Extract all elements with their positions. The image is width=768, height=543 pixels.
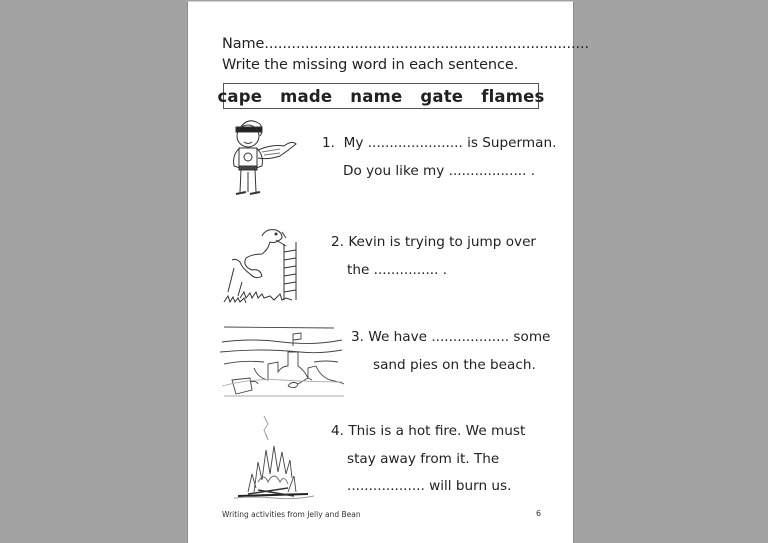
page-number: 6 — [536, 509, 542, 518]
question-4-line-2: stay away from it. The — [347, 451, 500, 467]
word-bank-item: made — [280, 86, 333, 106]
word-bank-item: flames — [481, 86, 545, 106]
question-4-line-3: .................. will burn us. — [347, 478, 512, 494]
word-bank-item: name — [350, 86, 403, 106]
word-bank-item: gate — [420, 86, 464, 106]
question-1-line-2: Do you like my .................. . — [343, 163, 536, 179]
question-1-line-1: 1. My ...................... is Superman. — [322, 135, 557, 151]
word-bank-item: cape — [217, 86, 263, 106]
sandcastle-illustration — [218, 320, 348, 400]
worksheet-page — [187, 1, 590, 543]
question-2-line-1: 2. Kevin is trying to jump over — [331, 234, 537, 250]
footer-source: Writing activities from Jelly and Bean — [222, 510, 361, 519]
word-bank-box — [217, 83, 545, 109]
campfire-illustration — [228, 412, 318, 502]
instruction-text: Write the missing word in each sentence. — [222, 57, 519, 73]
name-field-line: Name........................................................................ — [222, 36, 590, 52]
question-4-line-1: 4. This is a hot fire. We must — [331, 423, 526, 439]
dog-jumping-gate-illustration — [220, 222, 320, 310]
question-3-line-1: 3. We have .................. some — [351, 329, 551, 345]
question-3-line-2: sand pies on the beach. — [373, 357, 536, 373]
superhero-boy-illustration — [218, 114, 308, 202]
question-2-line-2: the ............... . — [347, 262, 448, 278]
